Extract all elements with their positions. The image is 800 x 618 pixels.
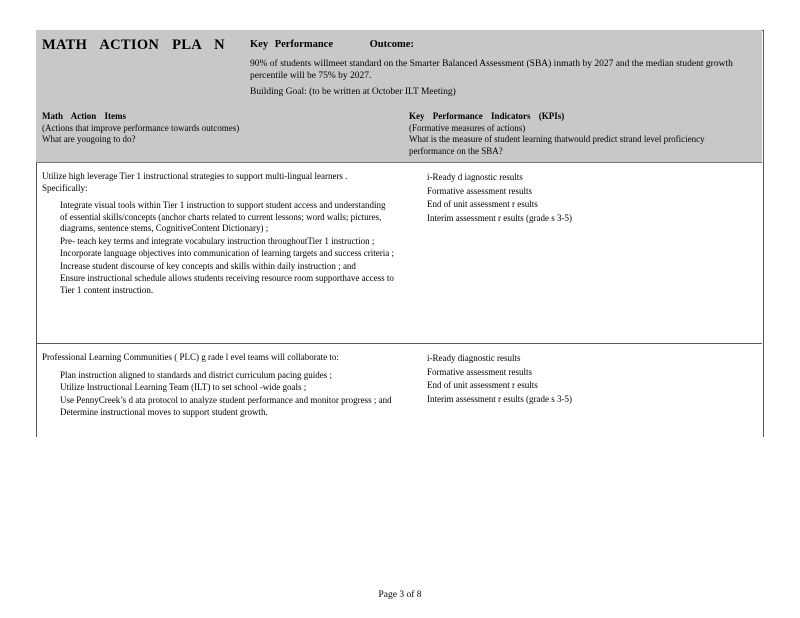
list-item: Plan instruction aligned to standards and district curriculum pacing guides ; (60, 369, 332, 380)
action-items-header (42, 111, 382, 146)
document-title: MATH ACTION PLA N (42, 37, 225, 53)
outcome-label: Outcome: (369, 39, 414, 50)
action-intro-2: Professional Learning Communities ( PLC) g rade l evel teams will collaborate to: (42, 352, 339, 362)
kpi-cell-1 (409, 171, 749, 225)
list-item: Formative assessment results (427, 185, 532, 196)
kpi-heading: Key Performance Indicators (KPIs) (409, 111, 565, 121)
action-row-1 (36, 163, 762, 344)
list-item: Utilize Instructional Learning Team (ILT) to set school -wide goals ; (60, 382, 307, 392)
page-number: Page 3 of 8 (378, 590, 422, 600)
kpi-header (409, 111, 749, 157)
list-item: Increase student discourse of key concepts and skills within daily instruction ; and (60, 260, 356, 271)
list-item: End of unit assessment r esults (427, 199, 538, 209)
list-item: Interim assessment r esults (grade s 3-5) (427, 393, 572, 404)
kpi-list-2 (409, 352, 749, 405)
list-item: Integrate visual tools within Tier 1 instruction to support student access and understanding of essential skills/concepts (anchor charts related to current lessons; word walls; pictures, diagrams, sentence stems, CognitiveContent Dictionary) ; (60, 200, 386, 233)
table-header (36, 30, 762, 163)
list-item: Ensure instructional schedule allows students receiving resource room supporthave access to Tier 1 content instruction. (60, 273, 394, 295)
kpi-list-1 (409, 171, 749, 224)
list-item: End of unit assessment r esults (427, 380, 538, 390)
list-item: Formative assessment results (427, 366, 532, 377)
list-item: Use PennyCreek’s d ata protocol to analyze student performance and monitor progress ; and (60, 394, 392, 405)
action-intro-1: Utilize high leverage Tier 1 instructional strategies to support multi-lingual learners . Specifically: (42, 171, 348, 193)
action-cell-1 (42, 171, 394, 297)
list-item: Determine instructional moves to support student growth. (60, 407, 268, 417)
action-items-sub2: What are yougoing to do? (42, 134, 136, 144)
building-goal: Building Goal: (to be written at October ILT Meeting) (250, 87, 456, 97)
list-item: Incorporate language objectives into communication of learning targets and success criteria ; (60, 248, 394, 258)
action-items-heading: Math Action Items (42, 111, 126, 121)
list-item: i-Ready d iagnostic results (427, 172, 523, 182)
action-cell-2 (42, 352, 394, 420)
key-performance-label: Key Performance (250, 39, 334, 50)
action-items-list-2 (42, 370, 394, 419)
list-item: Pre- teach key terms and integrate vocabulary instruction throughoutTier 1 instruction ; (60, 235, 375, 246)
kpi-cell-2 (409, 352, 749, 406)
key-performance-heading (250, 39, 414, 50)
list-item: Interim assessment r esults (grade s 3-5) (427, 212, 572, 223)
action-items-sub1: (Actions that improve performance towards outcomes) (42, 122, 240, 133)
outcome-text: 90% of students willmeet standard on the Smarter Balanced Assessment (SBA) inmath by 2027 and the median student growth percentile will be 75% by 2027. (250, 59, 733, 81)
action-items-list-1 (42, 200, 394, 296)
action-row-2 (36, 344, 762, 436)
list-item: i-Ready diagnostic results (427, 353, 521, 363)
kpi-sub1: (Formative measures of actions) (409, 122, 526, 133)
kpi-sub2: What is the measure of student learning thatwould predict strand level proficiency performance on the SBA? (409, 134, 705, 156)
